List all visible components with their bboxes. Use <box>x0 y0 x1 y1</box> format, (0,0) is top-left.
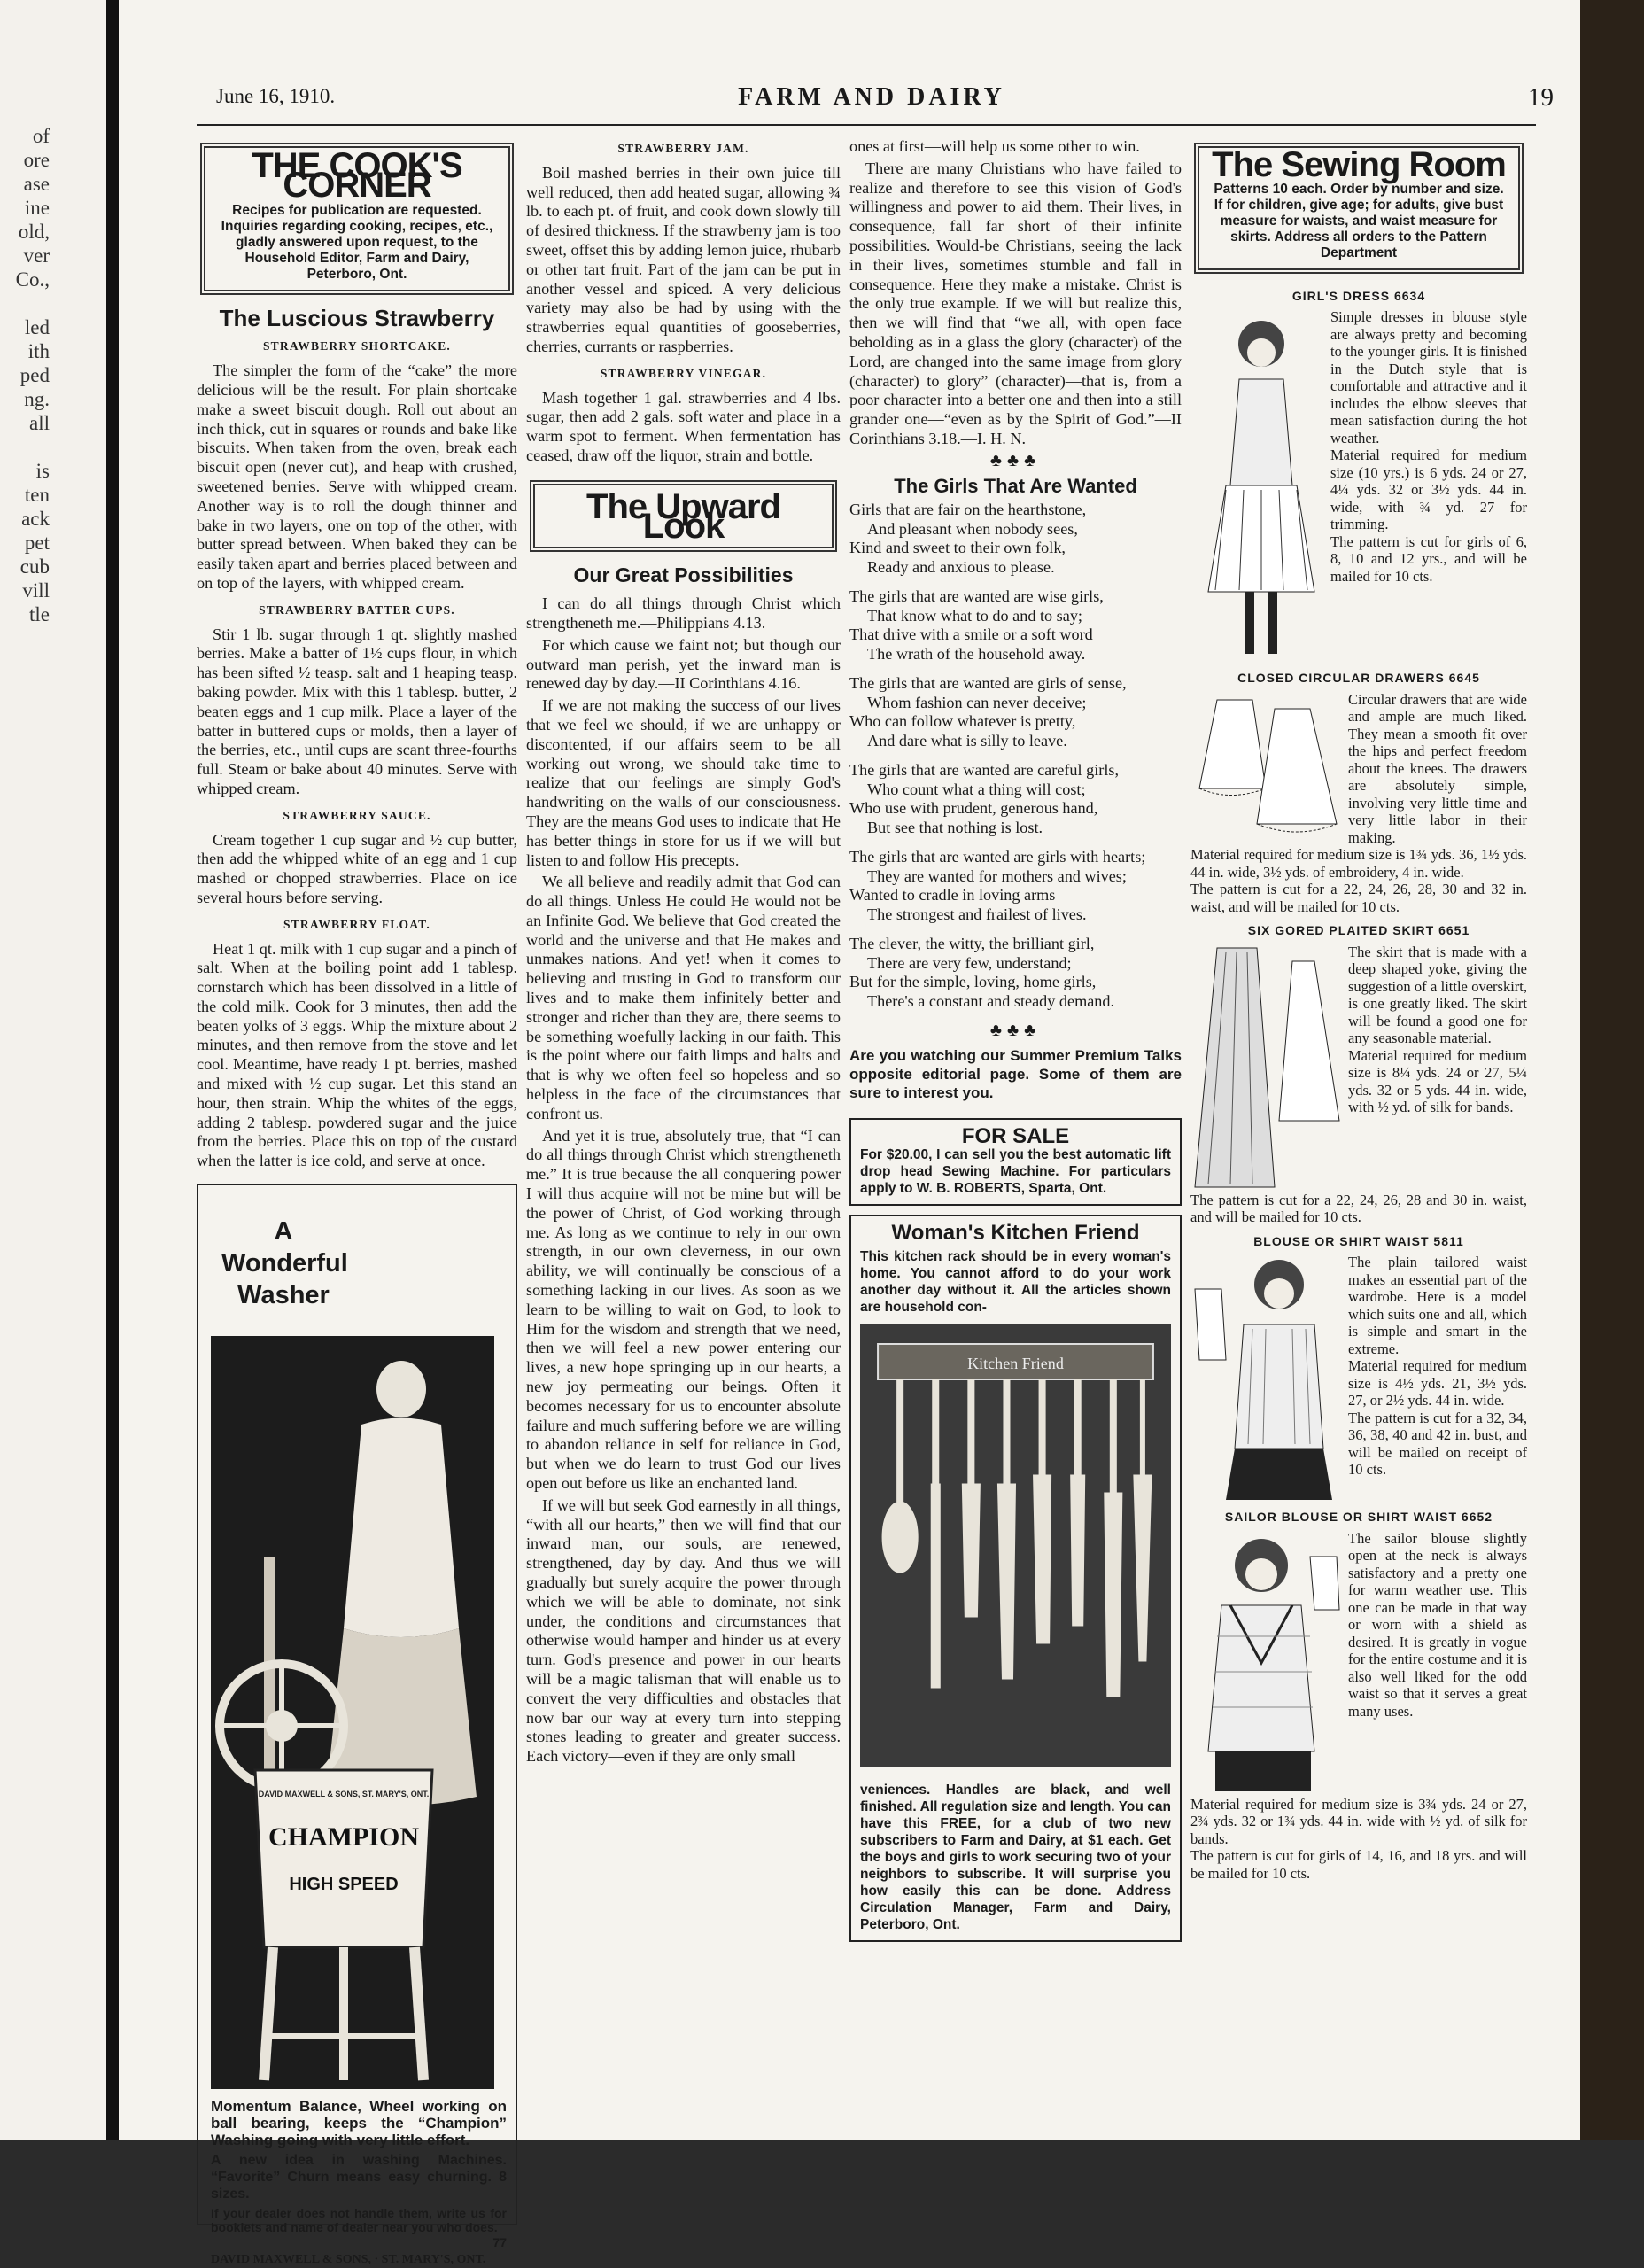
adjacent-page-fragment: cub <box>19 555 50 578</box>
adjacent-page-fragment: ase <box>23 173 50 195</box>
washer-ad-number: 77 <box>492 2235 507 2250</box>
girls-wanted-poem <box>849 501 1182 1011</box>
sailor-blouse-material: Material required for medium size is 3¾ yds. 24 or 27, 2¾ yds. 32 or 1¾ yds. 44 in. wide with ½ yd. of silk for bands. <box>1190 1795 1527 1847</box>
adjacent-page-fragment: led <box>24 316 50 338</box>
poem-stanza <box>849 761 1182 837</box>
poem-stanza <box>849 674 1182 750</box>
upward-para-7: ones at first—will help us some other to win. <box>849 137 1140 155</box>
column-1 <box>197 137 517 2267</box>
washer-speed-label: HIGH SPEED <box>289 1875 399 1895</box>
adjacent-page-edge <box>0 0 106 2140</box>
vinegar-heading: STRAWBERRY VINEGAR. <box>600 366 767 380</box>
adjacent-page-fragment: ped <box>19 364 50 386</box>
poem-line: The girls that are wanted are wise girls, <box>849 587 1104 606</box>
blouse-section <box>1190 1254 1527 1502</box>
poem-line: Wanted to cradle in loving arms <box>849 886 1056 905</box>
column-4 <box>1190 137 1527 1882</box>
cooks-corner-box <box>200 143 514 295</box>
skirt-text <box>1348 944 1527 1192</box>
sailor-blouse-desc: The sailor blouse slightly open at the neck is always satisfactory and a pretty one for warm weather use. This one can be made in that way or worn with a shield as desired. It is greatly in vogue for the entire costume and it is also well liked for the odd waist so that it serves a great many uses. <box>1348 1529 1527 1720</box>
upward-para-4: We all believe and readily admit that God can do all things. Unless He could He would not be an Infinite God. We believe that God created the world and the universe and that He makes and unmakes nations. And yet! when it comes to believing and trusting in God to transform our lives and to make them infinitely better and stronger and richer than they are, there seems to be something woefully lacking in our faith. This is the point where our faith limps and halts and that is why we often feel so hopeless and so helpless in the face of the circumstances that confront us. <box>526 873 841 1122</box>
adjacent-page-fragment: ack <box>21 508 50 530</box>
jam-text: Boil mashed berries in their own juice till well reduced, then add heated sugar, allowing ¾ lb. to each pt. of fruit, and cook down slowly till of desired thickness. If the strawberry jam is too sweet, offset this by adding lemon juice, rhubarb or other tart fruit. Part of the jam can be put in another vessel and spiced. A very delicious variety may also be had by using with the strawberries equal quantities of gooseberries, cherries, currants or raspberries. <box>526 163 841 355</box>
poem-line: Ready and anxious to please. <box>867 557 1055 576</box>
adjacent-page-fragment: tle <box>29 603 50 625</box>
poem-line: But for the simple, loving, home girls, <box>849 973 1097 991</box>
sailor-blouse-section <box>1190 1530 1527 1796</box>
adjacent-page-fragment <box>0 435 50 459</box>
girls-dress-section <box>1190 308 1527 663</box>
sauce-text: Cream together 1 cup sugar and ½ cup butter, then add the whipped white of an egg and 1 cup mashed or chopped strawberries. Place on ice several hours before serving. <box>197 830 517 906</box>
adjacent-page-fragment: all <box>29 412 50 434</box>
adjacent-page-text <box>0 124 50 626</box>
upward-para-8: There are many Christians who have failed to realize and therefore to see this vision of God's willingness and power to aid them. Their lives, in consequence, fall far short of their infinite possibilities. Would-be Christians, seeing the lack in their lives, sometimes stumble and fall in consequence. Here they make a mistake. Christ is the only true example. If we will but realize this, then we will find that “we all, with open face beholding as in a glass the glory (character) of the Lord, are changed into the same image from glory (character) to glory” (character)—that is, from a poor character into a better one and then into a still grander one—“even as by the Spirit of God.”—II Corinthians 3.18.—I. H. N. <box>849 159 1182 447</box>
drawers-desc: Circular drawers that are wide and ample are much liked. They mean a smooth fit over the hips and perfect freedom about the knees. The drawers are absolutely simple, involving very little time and very little labor in their making. <box>1348 690 1527 846</box>
rack-label: Kitchen Friend <box>967 1354 1064 1372</box>
poem-line: The strongest and frailest of lives. <box>867 905 1087 923</box>
skirt-pattern: The pattern is cut for a 22, 24, 26, 28 and 30 in. waist, and will be mailed for 10 cts. <box>1190 1191 1527 1225</box>
float-text: Heat 1 qt. milk with 1 cup sugar and a pinch of salt. When at the boiling point add 1 tablesp. cornstarch which has been dissolved in a little of the cold milk. Cook for 3 minutes, then add the beaten yolks of 3 eggs. Whip the mixture about 2 minutes, and then remove from the stove and let cool. Meantime, have ready 1 pt. berries, mashed and mixed with ½ cup sugar. Let this stand an hour, then strain. Whip the whites of the eggs, adding 2 tablesp. powdered sugar and the juice from the berries. Place this on top of the custard when the latter is ice cold, and serve at once. <box>197 939 517 1170</box>
skirt-illustration <box>1190 944 1341 1192</box>
for-sale-title: FOR SALE <box>961 1124 1070 1149</box>
page-header <box>172 85 1571 120</box>
poem-line: That drive with a smile or a soft word <box>849 625 1093 644</box>
poem-stanza <box>849 501 1182 577</box>
batter-cups-heading: STRAWBERRY BATTER CUPS. <box>259 602 455 617</box>
sauce-heading: STRAWBERRY SAUCE. <box>283 808 431 822</box>
blouse-pattern: The pattern is cut for a 32, 34, 36, 38, 40 and 42 in. bust, and will be mailed on receipt of 10 cts. <box>1348 1409 1527 1478</box>
adjacent-page-fragment: ng. <box>24 388 50 410</box>
washer-name-label: CHAMPION <box>268 1822 419 1852</box>
washer-ad-copy <box>211 2098 507 2268</box>
sewing-room-box <box>1194 143 1524 274</box>
skirt-material: Material required for medium size is 8¼ yds. 24 or 27, 5¼ yds. 32 or 5 yds. 44 in. wide, with ½ yd. of silk for bands. <box>1348 1046 1527 1115</box>
blouse-text <box>1348 1254 1527 1502</box>
ornament-divider: ♣♣♣ <box>989 450 1042 470</box>
blouse-heading: BLOUSE OR SHIRT WAIST 5811 <box>1253 1233 1464 1248</box>
drawers-heading: CLOSED CIRCULAR DRAWERS 6645 <box>1237 671 1480 685</box>
sewing-room-subtitle: Patterns 10 each. Order by number and size. If for children, give age; for adults, give bust measure for waists, and waist measure for skirts. Address all orders to the Pattern Department <box>1214 181 1504 260</box>
poem-line: The girls that are wanted are careful girls, <box>849 761 1119 780</box>
poem-line: Who count what a thing will cost; <box>867 780 1086 798</box>
batter-cups-text: Stir 1 lb. sugar through 1 qt. slightly mashed berries. Make a batter of 1½ cups flour, in which has been sifted ½ teasp. salt and 1 heaping teasp. baking powder. Mix with this 1 tablesp. butter, 2 beaten eggs and 1 cup milk. Place a layer of the batter in buttered cups or molds, then a layer of the berries, etc., until cups are scant three-fourths full. Steam or bake about 40 minutes. Serve with whipped cream. <box>197 625 517 797</box>
washer-ad-title: A Wonderful Washer <box>221 1217 348 1310</box>
blouse-material: Material required for medium size is 4½ yds. 21, 3½ yds. 27, or 2½ yds. 44 in. wide. <box>1348 1357 1527 1409</box>
poem-line: Who use with prudent, generous hand, <box>849 799 1098 818</box>
page-edge-stack <box>1580 0 1644 2140</box>
sewing-room-title: The Sewing Room <box>1212 145 1506 184</box>
adjacent-page-fragment <box>0 291 50 315</box>
shortcake-heading: STRAWBERRY SHORTCAKE. <box>262 339 452 353</box>
adjacent-page-fragment: ten <box>24 484 50 506</box>
kitchen-friend-ad <box>849 1215 1182 1942</box>
sailor-blouse-illustration <box>1190 1530 1341 1796</box>
poem-line: Whom fashion can never deceive; <box>867 693 1087 711</box>
adjacent-page-fragment: ith <box>27 340 50 362</box>
washer-advertisement <box>197 1184 517 2267</box>
poem-line: And dare what is silly to leave. <box>867 731 1067 750</box>
poem-line: The wrath of the household away. <box>867 644 1086 663</box>
page-number: 19 <box>1528 83 1554 112</box>
skirt-heading: SIX GORED PLAITED SKIRT 6651 <box>1247 923 1470 937</box>
adjacent-page-fragment: Co., <box>15 268 50 291</box>
poem-line: Kind and sweet to their own folk, <box>849 539 1066 557</box>
newspaper-page <box>119 0 1580 2267</box>
drawers-section <box>1190 691 1527 847</box>
ornament-divider-2: ♣♣♣ <box>989 1021 1042 1041</box>
poem-line: That know what to do and to say; <box>867 606 1082 625</box>
issue-date: June 16, 1910. <box>216 85 336 107</box>
drawers-pattern: The pattern is cut for a 22, 24, 26, 28, 30 and 32 in. waist, and will be mailed for 10 cts. <box>1190 881 1527 915</box>
poem-line: The clever, the witty, the brilliant girl, <box>849 935 1095 953</box>
girls-wanted-title: The Girls That Are Wanted <box>894 474 1137 497</box>
adjacent-page-fragment: ine <box>24 197 50 219</box>
adjacent-page-fragment: ver <box>23 245 50 267</box>
upward-look-box <box>530 480 837 553</box>
jam-heading: STRAWBERRY JAM. <box>617 142 749 155</box>
cooks-corner-subtitle: Recipes for publication are requested. Inquiries regarding cooking, recipes, etc., gladly answered upon request, to the Household Editor, Farm and Dairy, Peterboro, Ont. <box>221 202 493 282</box>
upward-look-title: The Upward Look <box>586 486 780 546</box>
sailor-blouse-pattern: The pattern is cut for girls of 14, 16, and 18 yrs. and will be mailed for 10 cts. <box>1190 1847 1527 1882</box>
drawers-illustration <box>1190 691 1341 842</box>
kitchen-rack-illustration <box>860 1324 1171 1767</box>
poem-line: There are very few, understand; <box>867 953 1072 972</box>
poem-line: They are wanted for mothers and wives; <box>867 866 1127 885</box>
premium-talks-note: Are you watching our Summer Premium Talks opposite editorial page. Some of them are sure to interest you. <box>849 1047 1182 1102</box>
vinegar-text: Mash together 1 gal. strawberries and 4 lbs. sugar, then add 2 gals. soft water and place in a warm spot to ferment. When fermentation has ceased, draw off the liquor, strain and bottle. <box>526 388 841 464</box>
girls-dress-text <box>1330 308 1527 663</box>
adjacent-page-fragment: pet <box>24 532 50 554</box>
washer-ad-footer: DAVID MAXWELL & SONS, · ST. MARY'S, ONT. <box>211 2253 486 2267</box>
adjacent-page-fragment: old, <box>18 221 50 243</box>
girls-dress-heading: GIRL'S DRESS 6634 <box>1291 288 1426 303</box>
girls-dress-illustration <box>1190 308 1323 663</box>
header-rule <box>197 124 1536 126</box>
column-3 <box>849 137 1182 1942</box>
skirt-section <box>1190 944 1527 1192</box>
adjacent-page-fragment: vill <box>22 579 50 602</box>
blouse-desc: The plain tailored waist makes an essential part of the wardrobe. Here is a model which suits one and all, which is simple and smart in the extreme. <box>1348 1254 1527 1357</box>
kitchen-friend-intro: This kitchen rack should be in every woman's home. You cannot afford to do your work another day without it. All the articles shown are household con- <box>860 1248 1171 1315</box>
sailor-blouse-heading: SAILOR BLOUSE OR SHIRT WAIST 6652 <box>1224 1510 1493 1524</box>
poem-line: And pleasant when nobody sees, <box>867 519 1078 538</box>
binding-gutter <box>106 0 119 2140</box>
adjacent-page-fragment: of <box>32 125 50 147</box>
upward-para-2: For which cause we faint not; but though our outward man perish, yet the inward man is renewed day by day.—II Corinthians 4.16. <box>526 635 841 693</box>
upward-para-1: I can do all things through Christ which strengtheneth me.—Philippians 4.13. <box>526 594 841 632</box>
washer-ad-line-3: If your dealer does not handle them, write us for booklets and name of dealer near you who does. <box>211 2206 507 2235</box>
washer-ad-line-1: Momentum Balance, Wheel working on ball bearing, keeps the “Champion” Washing going with very little effort. <box>211 2098 507 2149</box>
column-2 <box>526 137 841 1769</box>
float-heading: STRAWBERRY FLOAT. <box>283 917 430 931</box>
adjacent-page-fragment: ore <box>23 149 50 171</box>
cooks-corner-title: THE COOK'S CORNER <box>252 146 462 205</box>
poem-line: There's a constant and steady demand. <box>867 991 1115 1010</box>
poem-line: Girls that are fair on the hearthstone, <box>849 501 1087 519</box>
poem-stanza <box>849 935 1182 1011</box>
masthead: FARM AND DAIRY <box>738 83 1005 111</box>
poem-line: The girls that are wanted are girls with hearts; <box>849 848 1146 866</box>
adjacent-page-fragment: is <box>35 460 50 482</box>
strawberry-title: The Luscious Strawberry <box>219 304 495 331</box>
girls-dress-pattern: The pattern is cut for girls of 6, 8, 10 and 12 yrs., and will be mailed for 10 cts. <box>1330 532 1527 585</box>
for-sale-ad <box>849 1118 1182 1206</box>
poem-line: But see that nothing is lost. <box>867 818 1043 836</box>
upward-para-3: If we are not making the success of our lives that we feel we should, if we are unhappy or discontented, if our affairs seem to be all working out wrong, we should take time to realize that our feelings are simply God's handwriting on the walls of our consciousness. They are the means God uses to indicate that He has better things in store for us if we will but listen to and follow His precepts. <box>526 696 841 869</box>
girls-dress-material: Material required for medium size (10 yrs.) is 6 yds. 24 or 27, 4¼ yds. 32 or 3½ yds. 44 in. wide, with ¾ yd. 27 for trimming. <box>1330 447 1527 532</box>
shortcake-text: The simpler the form of the “cake” the more delicious will be the result. For plain shortcake make a sweet biscuit dough. Roll out about an inch thick, cut in squares or rounds and bake like biscuits. When taken from the oven, break each biscuit open (never cut), and heap with crushed, sweetened berries. Serve with whipped cream. Another way is to roll the dough thinner and bake in two layers, one on top of the other, with butter spread between. When baked they can be easily taken apart and berries placed between and on top of the layers, with whipped cream. <box>197 361 517 592</box>
poem-stanza <box>849 848 1182 924</box>
poem-line: Who can follow whatever is pretty, <box>849 712 1076 731</box>
upward-look-subtitle: Our Great Possibilities <box>573 563 794 587</box>
poem-stanza <box>849 587 1182 664</box>
kitchen-friend-body: veniences. Handles are black, and well finished. All regulation size and length. You can have this FREE, for a club of two new subscribers to Farm and Dairy, at $1 each. Get the boys and girls to work securing two of your neighbors to subscribe. It will surprise you how easily this can be done. Address Circulation Manager, Farm and Dairy, Peterboro, Ont. <box>860 1782 1171 1932</box>
blouse-illustration <box>1190 1254 1341 1502</box>
washer-ad-line-2: A new idea in washing Machines. “Favorite” Churn means easy churning. 8 sizes. <box>211 2153 507 2202</box>
kitchen-friend-title: Woman's Kitchen Friend <box>891 1220 1140 1245</box>
drawers-material: Material required for medium size is 1¾ yds. 36, 1½ yds. 44 in. wide, 3½ yds. of embroidery, 4 in. wide. <box>1190 846 1527 881</box>
sailor-blouse-text <box>1348 1530 1527 1796</box>
upward-para-5: And yet it is true, absolutely true, that “I can do all things through Christ which strengtheneth me.” It is true because the all conquering power I will thus acquire will not be mine but will be the power of Christ, of God working through me. As long as we continue to rely in our own strength, in our own cleverness, in our own ability, we will continually be conscious of a something lacking in our lives. As soon as we learn to be willing to wait on God, to look to Him for the wisdom and strength that we need, then we will feel a new power entering our lives, a new hope springing up in our hearts, a new joy permeating our beings. Often it becomes necessary for us to encounter absolute failure and much suffering before we are willing to abandon reliance in self for reliance in God, but when we do learn to trust God our lives open out before us like an enchanted land. <box>526 1126 841 1492</box>
poem-line: The girls that are wanted are girls of sense, <box>849 674 1127 693</box>
washer-brand-label: DAVID MAXWELL & SONS, ST. MARY'S, ONT. <box>258 1790 430 1799</box>
skirt-desc: The skirt that is made with a deep shaped yoke, giving the suggestion of a little overskirt, is one greatly liked. The skirt will be found a good one for any seasonable material. <box>1348 943 1527 1046</box>
washing-machine-illustration <box>211 1336 494 2089</box>
girls-dress-desc: Simple dresses in blouse style are always pretty and becoming to the younger girls. It is finished in the Dutch style that is comfortable and attractive and it includes the elbow sleeves that mean satisfaction during the hot weather. <box>1330 308 1527 447</box>
upward-para-6: If we will but seek God earnestly in all things, “with all our hearts,” then we will find that our inward man, our souls, are renewed, strengthened, day by day. And thus we will gradually but surely acquire the power through which we will be able to dominate, not sink under, the conditions and circumstances that otherwise would hamper and hinder us at every turn. God's presence and power in our hearts will be a magic talisman that will enable us to convert the very difficulties and obstacles that now bar our way at every turn into stepping stones leading to greater and greater success. Each victory—even if they are only small <box>526 1495 841 1766</box>
for-sale-body: For $20.00, I can sell you the best automatic lift drop head Sewing Machine. For particulars apply to W. B. ROBERTS, Sparta, Ont. <box>860 1146 1171 1196</box>
